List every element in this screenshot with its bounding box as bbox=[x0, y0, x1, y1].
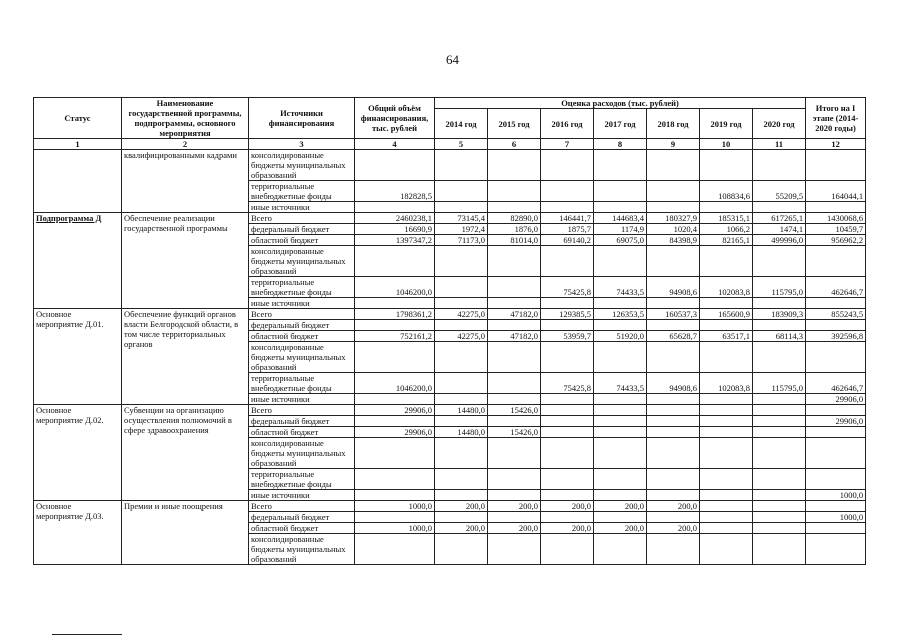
col-number: 4 bbox=[355, 139, 435, 150]
table-row bbox=[34, 150, 866, 181]
row-year-value bbox=[541, 490, 594, 501]
row-year-value: 53959,7 bbox=[541, 331, 594, 342]
row-year-value bbox=[647, 416, 700, 427]
row-year-value bbox=[594, 150, 647, 181]
row-itogo bbox=[806, 501, 866, 512]
row-year-value bbox=[753, 150, 806, 181]
row-itogo bbox=[806, 298, 866, 309]
row-total bbox=[355, 416, 435, 427]
row-year-value: 144683,4 bbox=[594, 213, 647, 224]
row-itogo: 164044,1 bbox=[806, 181, 866, 202]
row-year-value: 1972,4 bbox=[435, 224, 488, 235]
row-name: Обеспечение реализации государственной программы bbox=[122, 213, 249, 309]
row-year-value: 200,0 bbox=[488, 523, 541, 534]
header-year: 2016 год bbox=[541, 109, 594, 139]
row-year-value bbox=[700, 320, 753, 331]
row-year-value bbox=[700, 501, 753, 512]
row-year-value: 47182,0 bbox=[488, 331, 541, 342]
header-year: 2014 год bbox=[435, 109, 488, 139]
row-year-value bbox=[488, 181, 541, 202]
row-source: территориальные внебюджетные фонды bbox=[249, 469, 355, 490]
row-year-value bbox=[541, 427, 594, 438]
budget-table bbox=[33, 97, 866, 565]
row-year-value: 68114,3 bbox=[753, 331, 806, 342]
row-source: Всего bbox=[249, 501, 355, 512]
header-source: Источники финансирования bbox=[249, 98, 355, 139]
row-year-value: 115795,0 bbox=[753, 277, 806, 298]
row-total: 2460238,1 bbox=[355, 213, 435, 224]
row-status bbox=[34, 150, 122, 213]
row-total bbox=[355, 342, 435, 373]
row-itogo bbox=[806, 342, 866, 373]
header-year: 2020 год bbox=[753, 109, 806, 139]
row-year-value: 200,0 bbox=[435, 501, 488, 512]
row-itogo: 462646,7 bbox=[806, 373, 866, 394]
row-year-value bbox=[488, 373, 541, 394]
row-year-value bbox=[435, 181, 488, 202]
row-total bbox=[355, 394, 435, 405]
row-year-value bbox=[753, 342, 806, 373]
row-year-value: 51920,0 bbox=[594, 331, 647, 342]
row-year-value bbox=[647, 246, 700, 277]
row-year-value bbox=[435, 534, 488, 565]
row-source: территориальные внебюджетные фонды bbox=[249, 277, 355, 298]
row-year-value bbox=[541, 246, 594, 277]
row-itogo bbox=[806, 469, 866, 490]
row-year-value: 84398,9 bbox=[647, 235, 700, 246]
row-year-value: 129385,5 bbox=[541, 309, 594, 320]
row-year-value: 126353,5 bbox=[594, 309, 647, 320]
row-year-value: 200,0 bbox=[594, 523, 647, 534]
row-year-value bbox=[647, 469, 700, 490]
row-itogo: 1000,0 bbox=[806, 512, 866, 523]
row-itogo: 462646,7 bbox=[806, 277, 866, 298]
row-year-value bbox=[700, 469, 753, 490]
row-year-value bbox=[594, 427, 647, 438]
table-body bbox=[34, 150, 866, 565]
row-year-value bbox=[435, 202, 488, 213]
footer-rule bbox=[52, 634, 122, 635]
row-year-value: 185315,1 bbox=[700, 213, 753, 224]
row-year-value bbox=[594, 469, 647, 490]
row-year-value bbox=[488, 394, 541, 405]
row-year-value bbox=[647, 512, 700, 523]
row-year-value bbox=[700, 512, 753, 523]
table-row bbox=[34, 213, 866, 224]
row-year-value bbox=[647, 427, 700, 438]
row-year-value: 200,0 bbox=[594, 501, 647, 512]
row-year-value: 200,0 bbox=[541, 501, 594, 512]
row-itogo bbox=[806, 427, 866, 438]
row-year-value bbox=[541, 438, 594, 469]
row-itogo: 956962,2 bbox=[806, 235, 866, 246]
row-total bbox=[355, 469, 435, 490]
row-year-value bbox=[594, 202, 647, 213]
row-source: областной бюджет bbox=[249, 331, 355, 342]
row-year-value: 74433,5 bbox=[594, 277, 647, 298]
row-year-value bbox=[488, 298, 541, 309]
col-number: 9 bbox=[647, 139, 700, 150]
row-itogo bbox=[806, 150, 866, 181]
row-year-value: 1876,0 bbox=[488, 224, 541, 235]
row-year-value bbox=[435, 277, 488, 298]
row-year-value bbox=[541, 150, 594, 181]
row-year-value bbox=[594, 490, 647, 501]
header-year: 2015 год bbox=[488, 109, 541, 139]
row-year-value bbox=[700, 438, 753, 469]
row-itogo: 10459,7 bbox=[806, 224, 866, 235]
row-year-value bbox=[488, 438, 541, 469]
row-total bbox=[355, 512, 435, 523]
row-source: Всего bbox=[249, 213, 355, 224]
row-year-value: 183909,3 bbox=[753, 309, 806, 320]
row-source: иные источники bbox=[249, 202, 355, 213]
row-status: Основное мероприятие Д.01. bbox=[34, 309, 122, 405]
row-itogo: 855243,5 bbox=[806, 309, 866, 320]
row-total bbox=[355, 202, 435, 213]
row-total bbox=[355, 490, 435, 501]
page-number: 64 bbox=[446, 52, 459, 67]
row-year-value: 180327,9 bbox=[647, 213, 700, 224]
row-status: Подпрограмма Д bbox=[34, 213, 122, 309]
row-year-value bbox=[594, 320, 647, 331]
row-year-value bbox=[488, 277, 541, 298]
col-number: 7 bbox=[541, 139, 594, 150]
table-row bbox=[34, 405, 866, 416]
row-year-value bbox=[647, 438, 700, 469]
row-year-value bbox=[594, 405, 647, 416]
row-year-value: 69075,0 bbox=[594, 235, 647, 246]
row-source: федеральный бюджет bbox=[249, 320, 355, 331]
col-number: 3 bbox=[249, 139, 355, 150]
row-year-value: 200,0 bbox=[488, 501, 541, 512]
row-year-value bbox=[700, 490, 753, 501]
row-itogo: 392596,8 bbox=[806, 331, 866, 342]
row-year-value bbox=[594, 246, 647, 277]
row-year-value bbox=[541, 534, 594, 565]
row-year-value: 14480,0 bbox=[435, 427, 488, 438]
row-source: консолидированные бюджеты муниципальных образований bbox=[249, 246, 355, 277]
row-total: 1000,0 bbox=[355, 501, 435, 512]
col-number: 11 bbox=[753, 139, 806, 150]
table-row bbox=[34, 501, 866, 512]
row-year-value bbox=[541, 416, 594, 427]
col-number: 6 bbox=[488, 139, 541, 150]
row-itogo bbox=[806, 523, 866, 534]
row-year-value bbox=[541, 298, 594, 309]
col-number: 2 bbox=[122, 139, 249, 150]
row-year-value bbox=[753, 405, 806, 416]
row-total: 29906,0 bbox=[355, 427, 435, 438]
row-year-value bbox=[753, 246, 806, 277]
header-total: Общий объём финансирования, тыс. рублей bbox=[355, 98, 435, 139]
row-year-value bbox=[647, 490, 700, 501]
row-year-value bbox=[541, 394, 594, 405]
row-year-value bbox=[753, 469, 806, 490]
row-total: 1000,0 bbox=[355, 523, 435, 534]
row-year-value bbox=[594, 181, 647, 202]
row-year-value: 81014,0 bbox=[488, 235, 541, 246]
row-year-value bbox=[488, 202, 541, 213]
row-year-value: 63517,1 bbox=[700, 331, 753, 342]
row-year-value: 200,0 bbox=[647, 501, 700, 512]
row-year-value bbox=[647, 534, 700, 565]
row-year-value: 200,0 bbox=[541, 523, 594, 534]
row-year-value bbox=[435, 394, 488, 405]
row-year-value bbox=[435, 416, 488, 427]
header-name: Наименование государственной программы, подпрограммы, основного мероприятия bbox=[122, 98, 249, 139]
row-source: областной бюджет bbox=[249, 523, 355, 534]
row-year-value bbox=[753, 427, 806, 438]
row-year-value bbox=[435, 438, 488, 469]
row-year-value bbox=[753, 202, 806, 213]
row-itogo bbox=[806, 438, 866, 469]
row-name: Субвенции на организацию осуществления полномочий в сфере здравоохранения bbox=[122, 405, 249, 501]
row-source: иные источники bbox=[249, 298, 355, 309]
row-year-value: 14480,0 bbox=[435, 405, 488, 416]
row-year-value bbox=[594, 534, 647, 565]
row-itogo bbox=[806, 202, 866, 213]
row-itogo bbox=[806, 534, 866, 565]
row-year-value bbox=[753, 394, 806, 405]
row-year-value bbox=[753, 501, 806, 512]
row-itogo bbox=[806, 246, 866, 277]
row-year-value: 108834,6 bbox=[700, 181, 753, 202]
row-year-value bbox=[435, 512, 488, 523]
row-year-value bbox=[700, 416, 753, 427]
row-year-value bbox=[700, 534, 753, 565]
col-number: 1 bbox=[34, 139, 122, 150]
row-total: 1046200,0 bbox=[355, 277, 435, 298]
row-year-value bbox=[594, 512, 647, 523]
row-year-value: 69140,2 bbox=[541, 235, 594, 246]
row-year-value: 74433,5 bbox=[594, 373, 647, 394]
row-total bbox=[355, 320, 435, 331]
row-year-value bbox=[541, 512, 594, 523]
row-source: территориальные внебюджетные фонды bbox=[249, 373, 355, 394]
row-year-value: 165600,9 bbox=[700, 309, 753, 320]
row-year-value: 1474,1 bbox=[753, 224, 806, 235]
row-year-value bbox=[753, 512, 806, 523]
row-total: 16690,9 bbox=[355, 224, 435, 235]
row-year-value bbox=[753, 416, 806, 427]
row-year-value: 47182,0 bbox=[488, 309, 541, 320]
col-number: 10 bbox=[700, 139, 753, 150]
row-year-value: 102083,8 bbox=[700, 277, 753, 298]
row-year-value bbox=[541, 342, 594, 373]
row-year-value bbox=[594, 342, 647, 373]
row-year-value: 1174,9 bbox=[594, 224, 647, 235]
row-total: 1046200,0 bbox=[355, 373, 435, 394]
header-estimate: Оценка расходов (тыс. рублей) bbox=[435, 98, 806, 109]
row-year-value bbox=[541, 202, 594, 213]
row-total bbox=[355, 438, 435, 469]
row-year-value bbox=[647, 202, 700, 213]
row-name: Обеспечение функций органов власти Белгородской области, в том числе территориальных органов bbox=[122, 309, 249, 405]
row-year-value bbox=[488, 534, 541, 565]
row-year-value bbox=[700, 202, 753, 213]
row-year-value bbox=[488, 512, 541, 523]
row-year-value: 94908,6 bbox=[647, 373, 700, 394]
row-year-value bbox=[435, 246, 488, 277]
header-year: 2019 год bbox=[700, 109, 753, 139]
row-year-value bbox=[700, 150, 753, 181]
col-number: 5 bbox=[435, 139, 488, 150]
row-total: 752161,2 bbox=[355, 331, 435, 342]
row-year-value bbox=[647, 298, 700, 309]
row-year-value bbox=[700, 342, 753, 373]
row-source: консолидированные бюджеты муниципальных образований bbox=[249, 534, 355, 565]
row-year-value: 115795,0 bbox=[753, 373, 806, 394]
row-year-value bbox=[647, 181, 700, 202]
row-source: территориальные внебюджетные фонды bbox=[249, 181, 355, 202]
row-year-value: 146441,7 bbox=[541, 213, 594, 224]
row-source: областной бюджет bbox=[249, 235, 355, 246]
row-year-value: 65628,7 bbox=[647, 331, 700, 342]
row-itogo: 1000,0 bbox=[806, 490, 866, 501]
row-total bbox=[355, 298, 435, 309]
row-year-value bbox=[594, 394, 647, 405]
row-year-value: 15426,0 bbox=[488, 405, 541, 416]
row-year-value bbox=[435, 150, 488, 181]
row-source: консолидированные бюджеты муниципальных образований bbox=[249, 438, 355, 469]
table-row bbox=[34, 309, 866, 320]
row-year-value bbox=[647, 405, 700, 416]
row-year-value bbox=[700, 246, 753, 277]
row-year-value: 82890,0 bbox=[488, 213, 541, 224]
row-source: Всего bbox=[249, 405, 355, 416]
col-number: 8 bbox=[594, 139, 647, 150]
row-year-value bbox=[488, 342, 541, 373]
row-year-value: 42275,0 bbox=[435, 309, 488, 320]
row-source: консолидированные бюджеты муниципальных образований bbox=[249, 342, 355, 373]
row-year-value bbox=[541, 320, 594, 331]
row-status: Основное мероприятие Д.02. bbox=[34, 405, 122, 501]
row-year-value: 82165,1 bbox=[700, 235, 753, 246]
row-year-value: 200,0 bbox=[435, 523, 488, 534]
row-year-value bbox=[647, 342, 700, 373]
row-source: федеральный бюджет bbox=[249, 224, 355, 235]
row-year-value bbox=[435, 298, 488, 309]
row-year-value bbox=[753, 438, 806, 469]
row-total: 182828,5 bbox=[355, 181, 435, 202]
header-itogo: Итого на I этапе (2014-2020 годы) bbox=[806, 98, 866, 139]
row-year-value bbox=[647, 150, 700, 181]
row-year-value: 55209,5 bbox=[753, 181, 806, 202]
row-total bbox=[355, 246, 435, 277]
row-year-value bbox=[488, 246, 541, 277]
row-name: Премии и иные поощрения bbox=[122, 501, 249, 565]
row-year-value: 1066,2 bbox=[700, 224, 753, 235]
row-year-value bbox=[435, 373, 488, 394]
row-year-value bbox=[753, 298, 806, 309]
row-year-value: 71173,0 bbox=[435, 235, 488, 246]
row-year-value bbox=[594, 416, 647, 427]
row-itogo: 1430068,6 bbox=[806, 213, 866, 224]
row-source: иные источники bbox=[249, 490, 355, 501]
row-year-value: 1875,7 bbox=[541, 224, 594, 235]
row-year-value: 94908,6 bbox=[647, 277, 700, 298]
row-year-value: 42275,0 bbox=[435, 331, 488, 342]
row-year-value: 75425,8 bbox=[541, 373, 594, 394]
row-year-value bbox=[541, 469, 594, 490]
row-year-value bbox=[488, 150, 541, 181]
row-total bbox=[355, 150, 435, 181]
row-year-value: 15426,0 bbox=[488, 427, 541, 438]
row-year-value bbox=[753, 523, 806, 534]
header-status: Статус bbox=[34, 98, 122, 139]
col-number: 12 bbox=[806, 139, 866, 150]
row-year-value bbox=[700, 427, 753, 438]
row-year-value bbox=[594, 438, 647, 469]
row-year-value bbox=[541, 405, 594, 416]
row-year-value bbox=[647, 320, 700, 331]
row-year-value bbox=[647, 394, 700, 405]
row-year-value bbox=[700, 298, 753, 309]
row-year-value bbox=[753, 534, 806, 565]
row-year-value bbox=[753, 490, 806, 501]
row-year-value bbox=[435, 469, 488, 490]
row-year-value bbox=[435, 342, 488, 373]
row-source: федеральный бюджет bbox=[249, 416, 355, 427]
row-year-value: 200,0 bbox=[647, 523, 700, 534]
row-year-value: 160537,3 bbox=[647, 309, 700, 320]
row-year-value bbox=[700, 394, 753, 405]
row-year-value bbox=[700, 405, 753, 416]
row-total: 1798361,2 bbox=[355, 309, 435, 320]
row-itogo: 29906,0 bbox=[806, 416, 866, 427]
row-year-value bbox=[753, 320, 806, 331]
row-year-value bbox=[488, 490, 541, 501]
row-year-value bbox=[700, 523, 753, 534]
row-status: Основное мероприятие Д.03. bbox=[34, 501, 122, 565]
row-source: иные источники bbox=[249, 394, 355, 405]
row-itogo: 29906,0 bbox=[806, 394, 866, 405]
row-source: Всего bbox=[249, 309, 355, 320]
row-itogo bbox=[806, 405, 866, 416]
row-year-value bbox=[488, 320, 541, 331]
header-year: 2017 год bbox=[594, 109, 647, 139]
row-total bbox=[355, 534, 435, 565]
row-year-value: 617265,1 bbox=[753, 213, 806, 224]
row-year-value bbox=[435, 320, 488, 331]
row-year-value bbox=[488, 469, 541, 490]
row-source: консолидированные бюджеты муниципальных образований bbox=[249, 150, 355, 181]
row-itogo bbox=[806, 320, 866, 331]
header-year: 2018 год bbox=[647, 109, 700, 139]
row-year-value bbox=[435, 490, 488, 501]
row-name: квалифицированными кадрами bbox=[122, 150, 249, 213]
row-year-value bbox=[488, 416, 541, 427]
row-year-value: 102083,8 bbox=[700, 373, 753, 394]
row-year-value: 499996,0 bbox=[753, 235, 806, 246]
row-year-value: 73145,4 bbox=[435, 213, 488, 224]
row-source: областной бюджет bbox=[249, 427, 355, 438]
row-year-value bbox=[541, 181, 594, 202]
row-source: федеральный бюджет bbox=[249, 512, 355, 523]
row-year-value: 75425,8 bbox=[541, 277, 594, 298]
row-total: 29906,0 bbox=[355, 405, 435, 416]
row-year-value: 1020,4 bbox=[647, 224, 700, 235]
row-total: 1397347,2 bbox=[355, 235, 435, 246]
row-year-value bbox=[594, 298, 647, 309]
